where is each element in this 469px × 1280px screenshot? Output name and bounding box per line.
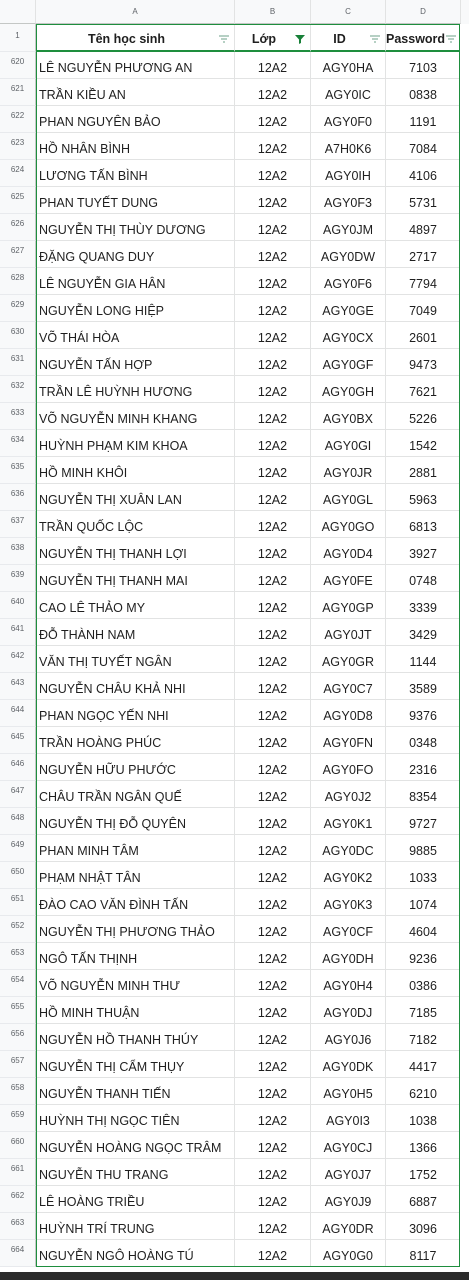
table-row bbox=[0, 916, 469, 943]
row-number[interactable]: 646 bbox=[0, 754, 36, 781]
row-number[interactable]: 628 bbox=[0, 268, 36, 295]
row-number[interactable]: 643 bbox=[0, 673, 36, 700]
class-cell[interactable]: 12A2 bbox=[235, 52, 311, 79]
id-cell[interactable]: AGY0DW bbox=[311, 241, 386, 268]
password-cell[interactable]: 3096 bbox=[386, 1213, 461, 1240]
table-row bbox=[0, 943, 469, 970]
password-cell[interactable]: 0386 bbox=[386, 970, 461, 997]
table-row bbox=[0, 754, 469, 781]
row-number[interactable]: 641 bbox=[0, 619, 36, 646]
table-row bbox=[0, 349, 469, 376]
table-row bbox=[0, 619, 469, 646]
class-cell[interactable]: 12A2 bbox=[235, 754, 311, 781]
id-cell[interactable]: AGY0CJ bbox=[311, 1132, 386, 1159]
student-name-cell[interactable]: PHAN MINH TÂM bbox=[36, 835, 235, 862]
student-name-cell[interactable]: TRẦN LÊ HUỲNH HƯƠNG bbox=[36, 376, 235, 403]
id-cell[interactable]: AGY0H5 bbox=[311, 1078, 386, 1105]
student-name-cell[interactable]: PHAN NGỌC YẾN NHI bbox=[36, 700, 235, 727]
row-number[interactable]: 637 bbox=[0, 511, 36, 538]
id-cell[interactable]: AGY0GH bbox=[311, 376, 386, 403]
class-cell[interactable]: 12A2 bbox=[235, 79, 311, 106]
student-name-cell[interactable]: LÊ NGUYỄN GIA HÂN bbox=[36, 268, 235, 295]
student-name-cell[interactable]: NGUYỄN THỊ CẨM THỤY bbox=[36, 1051, 235, 1078]
student-name-cell[interactable]: NGUYỄN THỊ XUÂN LAN bbox=[36, 484, 235, 511]
student-name-cell[interactable]: VÕ NGUYỄN MINH THƯ bbox=[36, 970, 235, 997]
student-name-cell[interactable]: LƯƠNG TẤN BÌNH bbox=[36, 160, 235, 187]
row-number[interactable]: 658 bbox=[0, 1078, 36, 1105]
class-cell[interactable]: 12A2 bbox=[235, 430, 311, 457]
password-cell[interactable]: 7794 bbox=[386, 268, 461, 295]
password-cell[interactable]: 8117 bbox=[386, 1240, 461, 1267]
student-name-cell[interactable]: TRẦN QUỐC LỘC bbox=[36, 511, 235, 538]
student-name-cell[interactable]: NGUYỄN THANH TIẾN bbox=[36, 1078, 235, 1105]
row-number[interactable]: 1 bbox=[0, 24, 36, 52]
id-cell[interactable]: A7H0K6 bbox=[311, 133, 386, 160]
password-cell[interactable]: 7621 bbox=[386, 376, 461, 403]
row-number[interactable]: 629 bbox=[0, 295, 36, 322]
class-cell[interactable]: 12A2 bbox=[235, 511, 311, 538]
class-cell[interactable]: 12A2 bbox=[235, 592, 311, 619]
id-cell[interactable]: AGY0J2 bbox=[311, 781, 386, 808]
column-header-a[interactable]: A bbox=[36, 0, 235, 24]
table-row bbox=[0, 52, 469, 79]
row-number[interactable]: 656 bbox=[0, 1024, 36, 1051]
table-row bbox=[0, 1132, 469, 1159]
table-row bbox=[0, 1240, 469, 1267]
id-cell[interactable]: AGY0GL bbox=[311, 484, 386, 511]
row-number[interactable]: 659 bbox=[0, 1105, 36, 1132]
password-cell[interactable]: 4897 bbox=[386, 214, 461, 241]
password-cell[interactable]: 0838 bbox=[386, 79, 461, 106]
password-cell[interactable]: 4106 bbox=[386, 160, 461, 187]
student-name-cell[interactable]: NGUYỄN TẤN HỢP bbox=[36, 349, 235, 376]
class-cell[interactable]: 12A2 bbox=[235, 943, 311, 970]
password-cell[interactable]: 7049 bbox=[386, 295, 461, 322]
student-name-cell[interactable]: NGUYỄN CHÂU KHẢ NHI bbox=[36, 673, 235, 700]
id-cell[interactable]: AGY0FN bbox=[311, 727, 386, 754]
row-number[interactable]: 625 bbox=[0, 187, 36, 214]
table-row bbox=[0, 484, 469, 511]
id-cell[interactable]: AGY0JM bbox=[311, 214, 386, 241]
class-cell[interactable]: 12A2 bbox=[235, 1024, 311, 1051]
id-cell[interactable]: AGY0DR bbox=[311, 1213, 386, 1240]
id-cell[interactable]: AGY0GO bbox=[311, 511, 386, 538]
password-cell[interactable]: 1038 bbox=[386, 1105, 461, 1132]
password-cell[interactable]: 0748 bbox=[386, 565, 461, 592]
student-name-cell[interactable]: HUỲNH PHẠM KIM KHOA bbox=[36, 430, 235, 457]
table-row bbox=[0, 457, 469, 484]
student-name-cell[interactable]: VÕ NGUYỄN MINH KHANG bbox=[36, 403, 235, 430]
id-cell[interactable]: AGY0D4 bbox=[311, 538, 386, 565]
class-cell[interactable]: 12A2 bbox=[235, 1240, 311, 1267]
row-number[interactable]: 652 bbox=[0, 916, 36, 943]
row-number[interactable]: 627 bbox=[0, 241, 36, 268]
class-cell[interactable]: 12A2 bbox=[235, 241, 311, 268]
row-number[interactable]: 632 bbox=[0, 376, 36, 403]
row-number[interactable]: 645 bbox=[0, 727, 36, 754]
class-cell[interactable]: 12A2 bbox=[235, 1213, 311, 1240]
password-cell[interactable]: 8354 bbox=[386, 781, 461, 808]
class-cell[interactable]: 12A2 bbox=[235, 160, 311, 187]
row-number[interactable]: 648 bbox=[0, 808, 36, 835]
row-number[interactable]: 651 bbox=[0, 889, 36, 916]
class-cell[interactable]: 12A2 bbox=[235, 133, 311, 160]
password-cell[interactable]: 7185 bbox=[386, 997, 461, 1024]
id-cell[interactable]: AGY0DC bbox=[311, 835, 386, 862]
row-number[interactable]: 644 bbox=[0, 700, 36, 727]
student-name-cell[interactable]: TRẦN HOÀNG PHÚC bbox=[36, 727, 235, 754]
table-row bbox=[0, 511, 469, 538]
student-name-cell[interactable]: NGUYỄN THỊ THANH LỢI bbox=[36, 538, 235, 565]
header-cell-class[interactable] bbox=[235, 24, 311, 52]
class-cell[interactable]: 12A2 bbox=[235, 457, 311, 484]
password-cell[interactable]: 9727 bbox=[386, 808, 461, 835]
password-cell[interactable]: 4417 bbox=[386, 1051, 461, 1078]
password-cell[interactable]: 1752 bbox=[386, 1159, 461, 1186]
table-row bbox=[0, 1159, 469, 1186]
row-number[interactable]: 623 bbox=[0, 133, 36, 160]
table-row bbox=[0, 403, 469, 430]
password-cell[interactable]: 1366 bbox=[386, 1132, 461, 1159]
student-name-cell[interactable]: HỒ NHÂN BÌNH bbox=[36, 133, 235, 160]
id-cell[interactable]: AGY0HA bbox=[311, 52, 386, 79]
bottom-bar bbox=[0, 1272, 469, 1280]
id-cell[interactable]: AGY0IC bbox=[311, 79, 386, 106]
table-row bbox=[0, 727, 469, 754]
row-number[interactable]: 631 bbox=[0, 349, 36, 376]
id-cell[interactable]: AGY0K3 bbox=[311, 889, 386, 916]
column-header-d[interactable]: D bbox=[386, 0, 461, 24]
class-cell[interactable]: 12A2 bbox=[235, 565, 311, 592]
table-row bbox=[0, 538, 469, 565]
class-cell[interactable]: 12A2 bbox=[235, 214, 311, 241]
password-cell[interactable]: 6210 bbox=[386, 1078, 461, 1105]
id-cell[interactable]: AGY0GI bbox=[311, 430, 386, 457]
table-row bbox=[0, 835, 469, 862]
password-cell[interactable]: 1144 bbox=[386, 646, 461, 673]
student-name-cell[interactable]: PHAN TUYẾT DUNG bbox=[36, 187, 235, 214]
table-row bbox=[0, 970, 469, 997]
header-cell-password[interactable] bbox=[386, 24, 461, 52]
password-cell[interactable]: 3429 bbox=[386, 619, 461, 646]
id-cell[interactable]: AGY0D8 bbox=[311, 700, 386, 727]
student-name-cell[interactable]: VĂN THỊ TUYẾT NGÂN bbox=[36, 646, 235, 673]
filter-lines-icon[interactable] bbox=[445, 35, 457, 43]
table-row bbox=[0, 160, 469, 187]
student-name-cell[interactable]: NGUYỄN HỮU PHƯỚC bbox=[36, 754, 235, 781]
student-name-cell[interactable]: LÊ HOÀNG TRIỀU bbox=[36, 1186, 235, 1213]
class-cell[interactable]: 12A2 bbox=[235, 889, 311, 916]
class-cell[interactable]: 12A2 bbox=[235, 1078, 311, 1105]
password-cell[interactable]: 9376 bbox=[386, 700, 461, 727]
header-label-id: ID bbox=[333, 32, 346, 46]
table-row bbox=[0, 133, 469, 160]
filter-lines-icon[interactable] bbox=[217, 35, 231, 43]
class-cell[interactable]: 12A2 bbox=[235, 673, 311, 700]
student-name-cell[interactable]: ĐỖ THÀNH NAM bbox=[36, 619, 235, 646]
table-row bbox=[0, 376, 469, 403]
row-number[interactable]: 620 bbox=[0, 52, 36, 79]
filter-lines-icon[interactable] bbox=[368, 35, 382, 43]
class-cell[interactable]: 12A2 bbox=[235, 376, 311, 403]
class-cell[interactable]: 12A2 bbox=[235, 970, 311, 997]
password-cell[interactable]: 5226 bbox=[386, 403, 461, 430]
row-number[interactable]: 661 bbox=[0, 1159, 36, 1186]
row-number[interactable]: 657 bbox=[0, 1051, 36, 1078]
row-number[interactable]: 622 bbox=[0, 106, 36, 133]
header-label-name: Tên học sinh bbox=[87, 32, 166, 46]
id-cell[interactable]: AGY0GR bbox=[311, 646, 386, 673]
id-cell[interactable]: AGY0I3 bbox=[311, 1105, 386, 1132]
class-cell[interactable]: 12A2 bbox=[235, 322, 311, 349]
student-name-cell[interactable]: HỒ MINH KHÔI bbox=[36, 457, 235, 484]
table-row bbox=[0, 592, 469, 619]
table-row bbox=[0, 781, 469, 808]
id-cell[interactable]: AGY0F3 bbox=[311, 187, 386, 214]
row-number[interactable]: 621 bbox=[0, 79, 36, 106]
class-cell[interactable]: 12A2 bbox=[235, 1132, 311, 1159]
header-cell-name[interactable] bbox=[36, 24, 235, 52]
class-cell[interactable]: 12A2 bbox=[235, 187, 311, 214]
class-cell[interactable]: 12A2 bbox=[235, 916, 311, 943]
password-cell[interactable]: 6887 bbox=[386, 1186, 461, 1213]
student-name-cell[interactable]: CHÂU TRẦN NGÂN QUẾ bbox=[36, 781, 235, 808]
row-number[interactable]: 626 bbox=[0, 214, 36, 241]
password-cell[interactable]: 2717 bbox=[386, 241, 461, 268]
password-cell[interactable]: 4604 bbox=[386, 916, 461, 943]
id-cell[interactable]: AGY0JT bbox=[311, 619, 386, 646]
password-cell[interactable]: 2316 bbox=[386, 754, 461, 781]
student-name-cell[interactable]: NGUYỄN THỊ THÙY DƯƠNG bbox=[36, 214, 235, 241]
id-cell[interactable]: AGY0C7 bbox=[311, 673, 386, 700]
id-cell[interactable]: AGY0G0 bbox=[311, 1240, 386, 1267]
table-row bbox=[0, 79, 469, 106]
student-name-cell[interactable]: NGÔ TẤN THỊNH bbox=[36, 943, 235, 970]
id-cell[interactable]: AGY0CF bbox=[311, 916, 386, 943]
table-row bbox=[0, 214, 469, 241]
table-row bbox=[0, 1024, 469, 1051]
password-cell[interactable]: 6813 bbox=[386, 511, 461, 538]
row-number[interactable]: 630 bbox=[0, 322, 36, 349]
id-cell[interactable]: AGY0CX bbox=[311, 322, 386, 349]
header-cell-id[interactable] bbox=[311, 24, 386, 52]
id-cell[interactable]: AGY0DJ bbox=[311, 997, 386, 1024]
row-number[interactable]: 633 bbox=[0, 403, 36, 430]
row-number[interactable]: 647 bbox=[0, 781, 36, 808]
table-row bbox=[0, 889, 469, 916]
student-name-cell[interactable]: ĐẶNG QUANG DUY bbox=[36, 241, 235, 268]
row-number[interactable]: 650 bbox=[0, 862, 36, 889]
password-cell[interactable]: 3339 bbox=[386, 592, 461, 619]
id-cell[interactable]: AGY0IH bbox=[311, 160, 386, 187]
id-cell[interactable]: AGY0DH bbox=[311, 943, 386, 970]
row-number[interactable]: 664 bbox=[0, 1240, 36, 1267]
table-row bbox=[0, 106, 469, 133]
column-header-bar bbox=[0, 0, 469, 24]
id-cell[interactable]: AGY0DK bbox=[311, 1051, 386, 1078]
row-number[interactable]: 649 bbox=[0, 835, 36, 862]
id-cell[interactable]: AGY0J7 bbox=[311, 1159, 386, 1186]
student-name-cell[interactable]: TRẦN KIỀU AN bbox=[36, 79, 235, 106]
id-cell[interactable]: AGY0J6 bbox=[311, 1024, 386, 1051]
id-cell[interactable]: AGY0GF bbox=[311, 349, 386, 376]
student-name-cell[interactable]: CAO LÊ THẢO MY bbox=[36, 592, 235, 619]
table-row bbox=[0, 808, 469, 835]
table-row bbox=[0, 295, 469, 322]
class-cell[interactable]: 12A2 bbox=[235, 619, 311, 646]
password-cell[interactable]: 2881 bbox=[386, 457, 461, 484]
class-cell[interactable]: 12A2 bbox=[235, 727, 311, 754]
id-cell[interactable]: AGY0GP bbox=[311, 592, 386, 619]
id-cell[interactable]: AGY0H4 bbox=[311, 970, 386, 997]
student-name-cell[interactable]: NGUYỄN HỒ THANH THÚY bbox=[36, 1024, 235, 1051]
class-cell[interactable]: 12A2 bbox=[235, 646, 311, 673]
id-cell[interactable]: AGY0JR bbox=[311, 457, 386, 484]
table-row bbox=[0, 268, 469, 295]
class-cell[interactable]: 12A2 bbox=[235, 781, 311, 808]
table-row bbox=[0, 565, 469, 592]
row-number[interactable]: 654 bbox=[0, 970, 36, 997]
row-number[interactable]: 636 bbox=[0, 484, 36, 511]
header-label-password: Password bbox=[386, 32, 446, 46]
right-gutter bbox=[460, 24, 469, 1272]
class-cell[interactable]: 12A2 bbox=[235, 862, 311, 889]
id-cell[interactable]: AGY0FO bbox=[311, 754, 386, 781]
student-name-cell[interactable]: PHAN NGUYÊN BẢO bbox=[36, 106, 235, 133]
id-cell[interactable]: AGY0BX bbox=[311, 403, 386, 430]
class-cell[interactable]: 12A2 bbox=[235, 484, 311, 511]
password-cell[interactable]: 3927 bbox=[386, 538, 461, 565]
funnel-active-icon[interactable] bbox=[293, 34, 307, 44]
row-number[interactable]: 635 bbox=[0, 457, 36, 484]
table-row bbox=[0, 430, 469, 457]
row-number[interactable]: 639 bbox=[0, 565, 36, 592]
id-cell[interactable]: AGY0K2 bbox=[311, 862, 386, 889]
row-number[interactable]: 642 bbox=[0, 646, 36, 673]
password-cell[interactable]: 9236 bbox=[386, 943, 461, 970]
class-cell[interactable]: 12A2 bbox=[235, 1105, 311, 1132]
table-row bbox=[0, 997, 469, 1024]
table-row bbox=[0, 646, 469, 673]
class-cell[interactable]: 12A2 bbox=[235, 700, 311, 727]
table-row bbox=[0, 673, 469, 700]
table-row bbox=[0, 1186, 469, 1213]
class-cell[interactable]: 12A2 bbox=[235, 997, 311, 1024]
student-name-cell[interactable]: NGUYỄN THỊ PHƯƠNG THẢO bbox=[36, 916, 235, 943]
password-cell[interactable]: 7084 bbox=[386, 133, 461, 160]
table-row bbox=[0, 1051, 469, 1078]
student-name-cell[interactable]: HUỲNH TRÍ TRUNG bbox=[36, 1213, 235, 1240]
id-cell[interactable]: AGY0J9 bbox=[311, 1186, 386, 1213]
class-cell[interactable]: 12A2 bbox=[235, 268, 311, 295]
row-number[interactable]: 660 bbox=[0, 1132, 36, 1159]
student-name-cell[interactable]: HUỲNH THỊ NGỌC TIÊN bbox=[36, 1105, 235, 1132]
student-name-cell[interactable]: NGUYỄN THU TRANG bbox=[36, 1159, 235, 1186]
password-cell[interactable]: 2601 bbox=[386, 322, 461, 349]
student-name-cell[interactable]: NGUYỄN HOÀNG NGỌC TRÂM bbox=[36, 1132, 235, 1159]
password-cell[interactable]: 7103 bbox=[386, 52, 461, 79]
student-name-cell[interactable]: NGUYỄN THỊ THANH MAI bbox=[36, 565, 235, 592]
class-cell[interactable]: 12A2 bbox=[235, 538, 311, 565]
header-label-class: Lớp bbox=[251, 32, 277, 46]
column-header-c[interactable]: C bbox=[311, 0, 386, 24]
id-cell[interactable]: AGY0K1 bbox=[311, 808, 386, 835]
row-number[interactable]: 653 bbox=[0, 943, 36, 970]
password-cell[interactable]: 3589 bbox=[386, 673, 461, 700]
id-cell[interactable]: AGY0F0 bbox=[311, 106, 386, 133]
class-cell[interactable]: 12A2 bbox=[235, 403, 311, 430]
table-row bbox=[0, 1078, 469, 1105]
class-cell[interactable]: 12A2 bbox=[235, 1159, 311, 1186]
table-row bbox=[0, 700, 469, 727]
class-cell[interactable]: 12A2 bbox=[235, 295, 311, 322]
student-name-cell[interactable]: HỒ MINH THUẬN bbox=[36, 997, 235, 1024]
row-number[interactable]: 640 bbox=[0, 592, 36, 619]
table-row bbox=[0, 1213, 469, 1240]
column-header-b[interactable]: B bbox=[235, 0, 311, 24]
password-cell[interactable]: 1074 bbox=[386, 889, 461, 916]
class-cell[interactable]: 12A2 bbox=[235, 1186, 311, 1213]
student-name-cell[interactable]: NGUYỄN LONG HIỆP bbox=[36, 295, 235, 322]
select-all-corner[interactable] bbox=[0, 0, 36, 24]
password-cell[interactable]: 9473 bbox=[386, 349, 461, 376]
student-name-cell[interactable]: PHẠM NHẬT TÂN bbox=[36, 862, 235, 889]
row-number[interactable]: 638 bbox=[0, 538, 36, 565]
table-row bbox=[0, 1105, 469, 1132]
id-cell[interactable]: AGY0F6 bbox=[311, 268, 386, 295]
class-cell[interactable]: 12A2 bbox=[235, 349, 311, 376]
password-cell[interactable]: 7182 bbox=[386, 1024, 461, 1051]
class-cell[interactable]: 12A2 bbox=[235, 808, 311, 835]
student-name-cell[interactable]: NGUYỄN NGÔ HOÀNG TÚ bbox=[36, 1240, 235, 1267]
table-row bbox=[0, 862, 469, 889]
password-cell[interactable]: 1033 bbox=[386, 862, 461, 889]
password-cell[interactable]: 9885 bbox=[386, 835, 461, 862]
class-cell[interactable]: 12A2 bbox=[235, 106, 311, 133]
id-cell[interactable]: AGY0GE bbox=[311, 295, 386, 322]
row-number[interactable]: 624 bbox=[0, 160, 36, 187]
password-cell[interactable]: 5963 bbox=[386, 484, 461, 511]
row-number[interactable]: 655 bbox=[0, 997, 36, 1024]
row-number[interactable]: 662 bbox=[0, 1186, 36, 1213]
student-name-cell[interactable]: NGUYỄN THỊ ĐỖ QUYÊN bbox=[36, 808, 235, 835]
student-name-cell[interactable]: VÕ THÁI HÒA bbox=[36, 322, 235, 349]
student-name-cell[interactable]: ĐÀO CAO VĂN ĐÌNH TẤN bbox=[36, 889, 235, 916]
row-number[interactable]: 663 bbox=[0, 1213, 36, 1240]
student-name-cell[interactable]: LÊ NGUYỄN PHƯƠNG AN bbox=[36, 52, 235, 79]
class-cell[interactable]: 12A2 bbox=[235, 835, 311, 862]
table-row bbox=[0, 241, 469, 268]
password-cell[interactable]: 1542 bbox=[386, 430, 461, 457]
header-row bbox=[0, 24, 469, 52]
class-cell[interactable]: 12A2 bbox=[235, 1051, 311, 1078]
data-rows bbox=[0, 52, 469, 1267]
row-number[interactable]: 634 bbox=[0, 430, 36, 457]
table-row bbox=[0, 322, 469, 349]
id-cell[interactable]: AGY0FE bbox=[311, 565, 386, 592]
password-cell[interactable]: 0348 bbox=[386, 727, 461, 754]
password-cell[interactable]: 1191 bbox=[386, 106, 461, 133]
password-cell[interactable]: 5731 bbox=[386, 187, 461, 214]
table-row bbox=[0, 187, 469, 214]
